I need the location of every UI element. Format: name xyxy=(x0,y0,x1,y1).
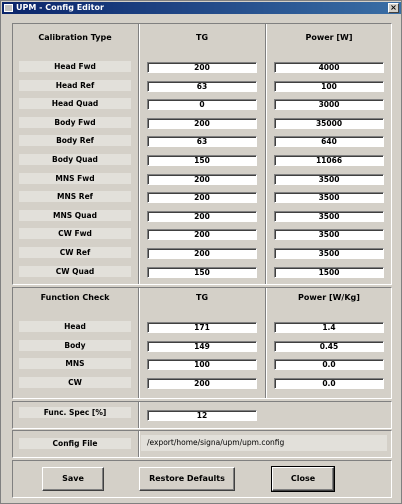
tg-input-head-quad[interactable]: 0 xyxy=(147,99,257,110)
func-spec-input[interactable]: 12 xyxy=(147,410,257,421)
power-input-cw[interactable]: 0.0 xyxy=(274,378,384,389)
config-file-label: Config File xyxy=(19,438,131,449)
function-check-label-mns: MNS xyxy=(19,358,131,369)
calibration-label-body-ref: Body Ref xyxy=(19,135,131,146)
tg-input-head[interactable]: 171 xyxy=(147,322,257,333)
title-bar[interactable] xyxy=(2,2,401,14)
calibration-type-header: Calibration Type xyxy=(38,33,112,42)
tg-input-cw-quad[interactable]: 150 xyxy=(147,267,257,278)
tg-input-body-fwd[interactable]: 200 xyxy=(147,118,257,129)
window-title: UPM - Config Editor xyxy=(16,3,104,12)
save-button[interactable]: Save xyxy=(42,467,104,491)
calibration-label-body-quad: Body Quad xyxy=(19,154,131,165)
function-divider-2 xyxy=(265,288,267,398)
power-input-cw-fwd[interactable]: 3500 xyxy=(274,229,384,240)
power-input-body[interactable]: 0.45 xyxy=(274,341,384,352)
calibration-label-mns-quad: MNS Quad xyxy=(19,210,131,221)
calibration-label-head-ref: Head Ref xyxy=(19,80,131,91)
power-input-body-quad[interactable]: 11066 xyxy=(274,155,384,166)
tg-input-mns-quad[interactable]: 200 xyxy=(147,211,257,222)
window-close-button[interactable]: × xyxy=(388,3,399,13)
power-input-mns[interactable]: 0.0 xyxy=(274,359,384,370)
restore-defaults-button[interactable]: Restore Defaults xyxy=(139,467,235,491)
function-tg-header: TG xyxy=(195,293,209,302)
power-input-body-ref[interactable]: 640 xyxy=(274,136,384,147)
close-button[interactable]: Close xyxy=(272,467,334,491)
power-input-mns-quad[interactable]: 3500 xyxy=(274,211,384,222)
tg-input-body-quad[interactable]: 150 xyxy=(147,155,257,166)
app-icon xyxy=(4,4,13,12)
tg-input-cw[interactable]: 200 xyxy=(147,378,257,389)
calibration-label-cw-ref: CW Ref xyxy=(19,247,131,258)
config-file-divider xyxy=(138,431,140,457)
calibration-label-head-quad: Head Quad xyxy=(19,98,131,109)
power-input-body-fwd[interactable]: 35000 xyxy=(274,118,384,129)
config-file-path: /export/home/signa/upm/upm.config xyxy=(141,435,387,451)
power-input-head-fwd[interactable]: 4000 xyxy=(274,62,384,73)
func-spec-divider xyxy=(138,402,140,428)
power-input-head-ref[interactable]: 100 xyxy=(274,81,384,92)
function-check-label-head: Head xyxy=(19,321,131,332)
power-input-head-quad[interactable]: 3000 xyxy=(274,99,384,110)
power-input-cw-quad[interactable]: 1500 xyxy=(274,267,384,278)
tg-input-mns-ref[interactable]: 200 xyxy=(147,192,257,203)
tg-input-cw-fwd[interactable]: 200 xyxy=(147,229,257,240)
calibration-divider-2 xyxy=(265,24,267,284)
calibration-label-mns-ref: MNS Ref xyxy=(19,191,131,202)
tg-input-cw-ref[interactable]: 200 xyxy=(147,248,257,259)
function-power-header: Power [W/Kg] xyxy=(298,293,360,302)
calibration-power-header: Power [W] xyxy=(305,33,353,42)
calibration-label-cw-fwd: CW Fwd xyxy=(19,228,131,239)
calibration-label-body-fwd: Body Fwd xyxy=(19,117,131,128)
tg-input-head-ref[interactable]: 63 xyxy=(147,81,257,92)
power-input-mns-ref[interactable]: 3500 xyxy=(274,192,384,203)
function-check-label-cw: CW xyxy=(19,377,131,388)
function-check-header: Function Check xyxy=(40,293,110,302)
function-divider-1 xyxy=(138,288,140,398)
tg-input-head-fwd[interactable]: 200 xyxy=(147,62,257,73)
power-input-cw-ref[interactable]: 3500 xyxy=(274,248,384,259)
power-input-mns-fwd[interactable]: 3500 xyxy=(274,174,384,185)
calibration-label-cw-quad: CW Quad xyxy=(19,266,131,277)
function-check-label-body: Body xyxy=(19,340,131,351)
tg-input-body[interactable]: 149 xyxy=(147,341,257,352)
func-spec-label: Func. Spec [%] xyxy=(19,407,131,418)
tg-input-mns-fwd[interactable]: 200 xyxy=(147,174,257,185)
calibration-label-head-fwd: Head Fwd xyxy=(19,61,131,72)
tg-input-mns[interactable]: 100 xyxy=(147,359,257,370)
tg-input-body-ref[interactable]: 63 xyxy=(147,136,257,147)
power-input-head[interactable]: 1.4 xyxy=(274,322,384,333)
calibration-divider-1 xyxy=(138,24,140,284)
calibration-label-mns-fwd: MNS Fwd xyxy=(19,173,131,184)
calibration-tg-header: TG xyxy=(195,33,209,42)
